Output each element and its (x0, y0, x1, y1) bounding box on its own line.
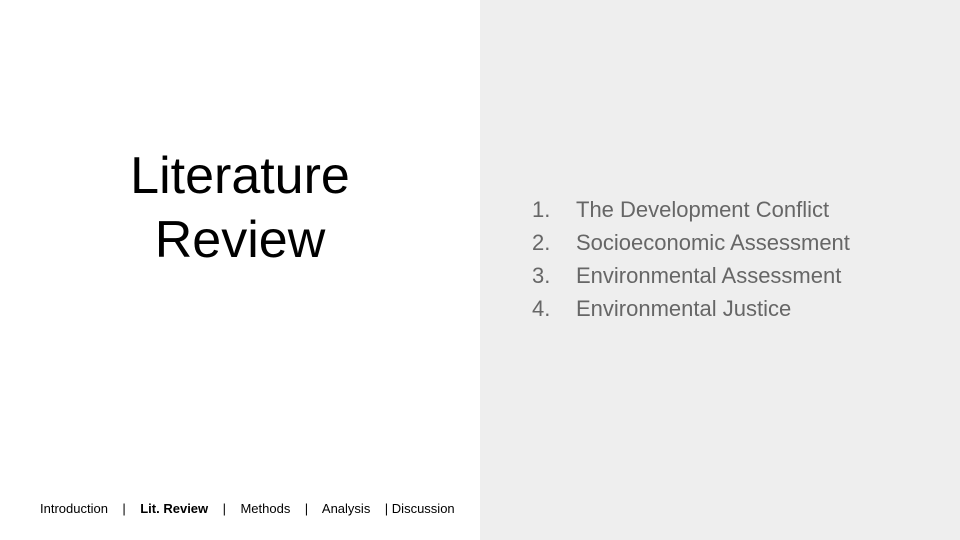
nav-item-lit-review[interactable]: Lit. Review (140, 501, 209, 516)
nav-item-discussion[interactable]: Discussion (391, 501, 455, 516)
nav-item-methods[interactable]: Methods (240, 501, 291, 516)
topic-number: 4. (532, 296, 551, 321)
nav-separator: | (304, 501, 309, 516)
topic-item (532, 226, 850, 259)
topic-label: Socioeconomic Assessment (576, 230, 850, 255)
section-nav (40, 501, 455, 517)
topic-item (532, 292, 850, 325)
topic-item (532, 193, 850, 226)
nav-item-analysis[interactable]: Analysis (321, 501, 371, 516)
topic-number: 3. (532, 263, 551, 288)
topic-item (532, 259, 850, 292)
nav-separator: | (384, 501, 389, 516)
topic-label: Environmental Assessment (576, 263, 842, 288)
topic-list (532, 193, 850, 325)
topic-number: 1. (532, 197, 551, 222)
slide-title-line-2: Review (154, 211, 326, 269)
slide-title-line-1: Literature (130, 147, 350, 205)
slide-title (0, 144, 480, 272)
topic-number: 2. (532, 230, 551, 255)
nav-separator: | (122, 501, 126, 516)
nav-separator: | (222, 501, 226, 516)
topic-label: The Development Conflict (576, 197, 830, 222)
nav-item-introduction[interactable]: Introduction (40, 501, 108, 516)
topic-label: Environmental Justice (576, 296, 792, 321)
